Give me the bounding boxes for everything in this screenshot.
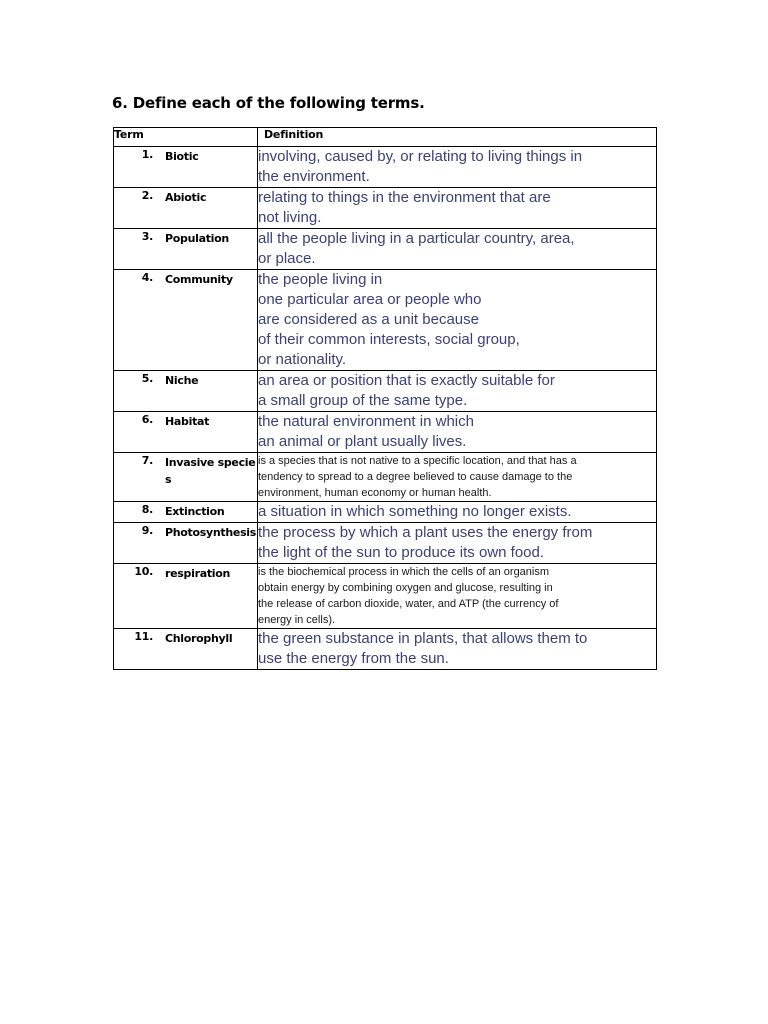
term-number: 10.	[134, 565, 153, 578]
term-cell	[114, 412, 258, 453]
definition-line: an animal or plant usually lives.	[258, 433, 467, 450]
table-row	[114, 629, 657, 670]
question-heading: 6. Define each of the following terms.	[112, 94, 425, 112]
term-number: 1.	[141, 148, 153, 161]
term-number: 3.	[141, 230, 153, 243]
definition-cell	[258, 523, 657, 564]
definition-line: involving, caused by, or relating to living things in	[258, 148, 583, 165]
definition-cell	[258, 270, 657, 371]
definition-cell	[258, 412, 657, 453]
definition-cell	[258, 229, 657, 270]
definition-line: the environment.	[258, 168, 370, 185]
definition-column-header: Definition	[258, 128, 657, 147]
term-cell	[114, 502, 258, 523]
term-name: Abiotic	[165, 191, 207, 204]
table-row	[114, 270, 657, 371]
definition-line: the light of the sun to produce its own food.	[258, 544, 545, 561]
term-cell	[114, 371, 258, 412]
table-header-row	[114, 128, 657, 147]
term-cell	[114, 270, 258, 371]
table-row	[114, 412, 657, 453]
definition-line: or place.	[258, 250, 316, 267]
definition-cell	[258, 629, 657, 670]
table-row	[114, 502, 657, 523]
table-row	[114, 147, 657, 188]
term-cell	[114, 147, 258, 188]
term-cell	[114, 453, 258, 502]
definition-line: the people living in	[258, 271, 383, 288]
term-number: 6.	[141, 413, 153, 426]
definition-line: a small group of the same type.	[258, 392, 468, 409]
definition-cell	[258, 371, 657, 412]
term-cell	[114, 564, 258, 629]
term-number: 11.	[134, 630, 153, 643]
definition-line: relating to things in the environment that are	[258, 189, 551, 206]
table-row	[114, 229, 657, 270]
definition-line: obtain energy by combining oxygen and glucose, resulting in	[258, 582, 553, 594]
term-number: 7.	[141, 454, 153, 467]
term-name: Extinction	[165, 505, 225, 518]
table-row	[114, 523, 657, 564]
term-cell	[114, 629, 258, 670]
term-cell	[114, 523, 258, 564]
definition-line: environment, human economy or human health.	[258, 487, 492, 499]
definition-line: an area or position that is exactly suitable for	[258, 372, 555, 389]
definition-line: tendency to spread to a degree believed to cause damage to the	[258, 471, 573, 483]
term-number: 2.	[141, 189, 153, 202]
term-column-header: Term	[114, 128, 258, 147]
term-name: respiration	[165, 567, 231, 580]
term-name: Niche	[165, 374, 199, 387]
term-name: Community	[165, 273, 233, 286]
term-number: 4.	[141, 271, 153, 284]
definition-line: is the biochemical process in which the cells of an organism	[258, 566, 550, 578]
definition-line: one particular area or people who	[258, 291, 482, 308]
definition-cell	[258, 188, 657, 229]
term-cell	[114, 188, 258, 229]
term-number: 5.	[141, 372, 153, 385]
definition-cell	[258, 502, 657, 523]
definition-line: not living.	[258, 209, 322, 226]
definition-cell	[258, 147, 657, 188]
term-number: 8.	[141, 503, 153, 516]
definition-line: of their common interests, social group,	[258, 331, 520, 348]
definition-line: is a species that is not native to a specific location, and that has a	[258, 455, 577, 467]
table-row	[114, 188, 657, 229]
term-name: Chlorophyll	[165, 632, 233, 645]
table-row	[114, 453, 657, 502]
definition-line: all the people living in a particular country, area,	[258, 230, 575, 247]
definition-cell	[258, 453, 657, 502]
definition-line: the release of carbon dioxide, water, and ATP (the currency of	[258, 598, 559, 610]
definition-line: the natural environment in which	[258, 413, 474, 430]
term-name: Habitat	[165, 415, 210, 428]
term-name: Biotic	[165, 150, 199, 163]
definition-line: energy in cells).	[258, 614, 336, 626]
definition-line: the process by which a plant uses the energy from	[258, 524, 593, 541]
definition-line: use the energy from the sun.	[258, 650, 449, 667]
definition-line: are considered as a unit because	[258, 311, 479, 328]
definitions-table	[113, 127, 657, 670]
table-body	[114, 147, 657, 670]
definition-line: the green substance in plants, that allows them to	[258, 630, 588, 647]
table-row	[114, 564, 657, 629]
table-row	[114, 371, 657, 412]
term-name: Photosynthesis	[165, 526, 257, 539]
definition-line: or nationality.	[258, 351, 347, 368]
term-cell	[114, 229, 258, 270]
definition-line: a situation in which something no longer exists.	[258, 503, 572, 520]
definition-cell	[258, 564, 657, 629]
term-number: 9.	[141, 524, 153, 537]
term-name: Population	[165, 232, 229, 245]
term-name: Invasive species	[165, 456, 256, 486]
